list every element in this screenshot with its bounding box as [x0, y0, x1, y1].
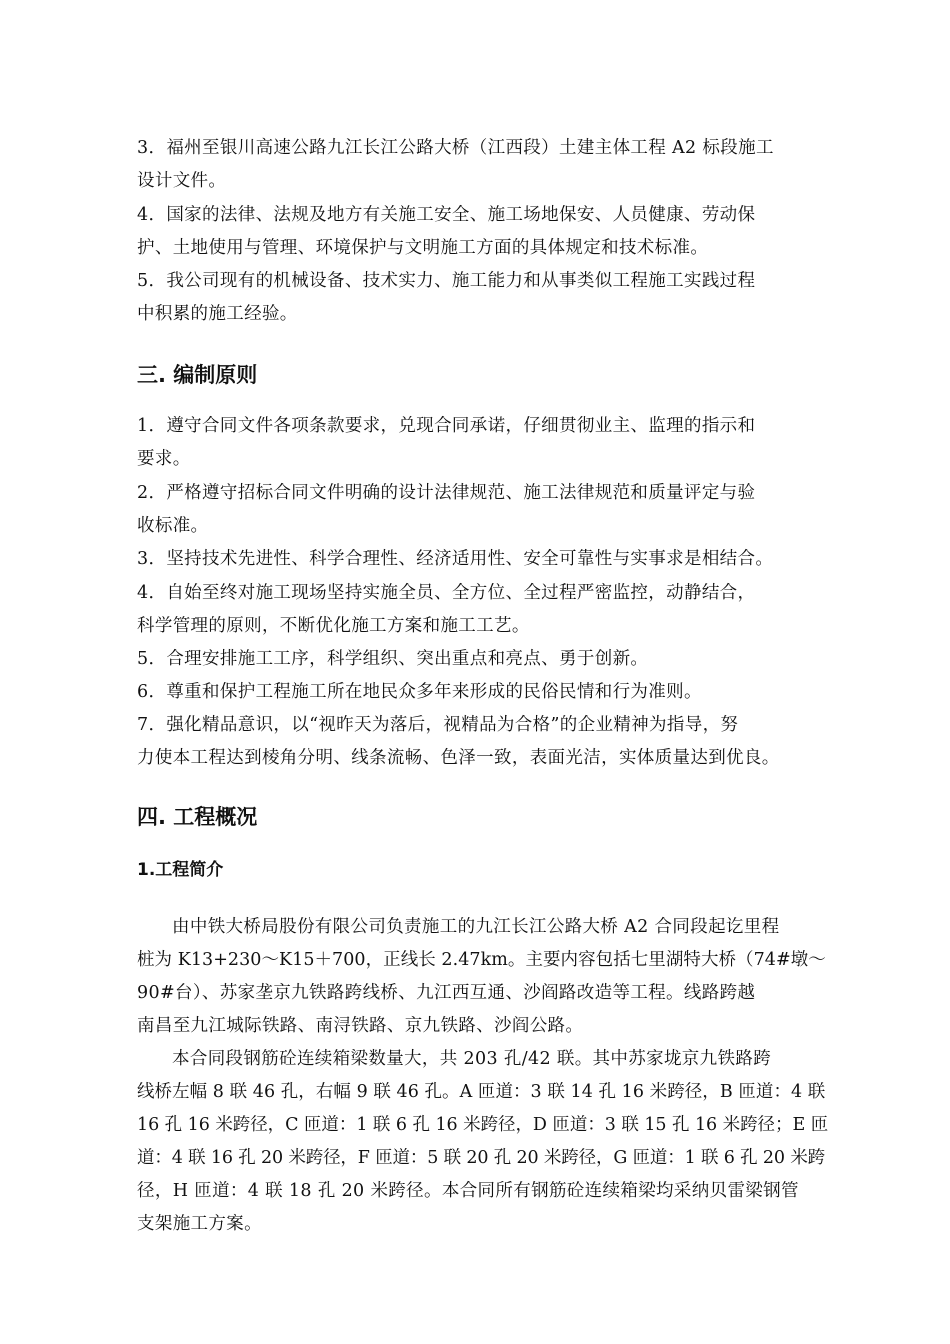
principle-6-line-1: 6．尊重和保护工程施工所在地民众多年来形成的民俗民情和行为准则。: [137, 682, 702, 702]
overview-para-1-line-2: 桩为 K13+230～K15＋700，正线长 2.47km。主要内容包括七里湖特大桥（74#墩～: [137, 950, 826, 970]
overview-para-1-line-3: 90#台）、苏家垄京九铁路跨线桥、九江西互通、沙阎路改造等工程。线路跨越: [137, 983, 756, 1003]
overview-para-1-line-4: 南昌至九江城际铁路、南浔铁路、京九铁路、沙阎公路。: [137, 1016, 584, 1036]
overview-para-2-line-4: 道：4 联 16 孔 20 米跨径，F 匝道：5 联 20 孔 20 米跨径，G 匝道：1 联 6 孔 20 米跨: [137, 1148, 826, 1168]
principle-3-line-1: 3．坚持技术先进性、科学合理性、经济适用性、安全可靠性与实事求是相结合。: [137, 549, 774, 569]
overview-para-1-line-1: 由中铁大桥局股份有限公司负责施工的九江长江公路大桥 A2 合同段起讫里程: [172, 917, 780, 937]
section-3-heading: 三. 编制原则: [137, 363, 258, 387]
overview-para-2-line-6: 支架施工方案。: [137, 1214, 262, 1234]
overview-para-2-line-1: 本合同段钢筋砼连续箱梁数量大，共 203 孔/42 联。其中苏家垅京九铁路跨: [172, 1049, 772, 1069]
principle-2-line-2: 收标准。: [137, 516, 209, 536]
list-item-3-line-2: 设计文件。: [137, 171, 227, 191]
list-item-4-line-1: 4．国家的法律、法规及地方有关施工安全、施工场地保安、人员健康、劳动保: [137, 205, 756, 225]
principle-7-line-1: 7．强化精品意识，以“视昨天为落后，视精品为合格”的企业精神为指导，努: [137, 715, 739, 735]
principle-4-line-2: 科学管理的原则，不断优化施工方案和施工工艺。: [137, 616, 530, 636]
principle-2-line-1: 2．严格遵守招标合同文件明确的设计法律规范、施工法律规范和质量评定与验: [137, 483, 756, 503]
principle-1-line-1: 1．遵守合同文件各项条款要求，兑现合同承诺，仔细贯彻业主、监理的指示和: [137, 416, 756, 436]
list-item-4-line-2: 护、土地使用与管理、环境保护与文明施工方面的具体规定和技术标准。: [137, 238, 709, 258]
list-item-3-line-1: 3．福州至银川高速公路九江长江公路大桥（江西段）土建主体工程 A2 标段施工: [137, 138, 774, 158]
principle-7-line-2: 力使本工程达到棱角分明、线条流畅、色泽一致，表面光洁，实体质量达到优良。: [137, 748, 780, 768]
principle-1-line-2: 要求。: [137, 449, 191, 469]
overview-para-2-line-3: 16 孔 16 米跨径，C 匝道：1 联 6 孔 16 米跨径，D 匝道：3 联 15 孔 16 米跨径；E 匝: [137, 1115, 829, 1135]
principle-4-line-1: 4．自始至终对施工现场坚持实施全员、全方位、全过程严密监控，动静结合，: [137, 583, 756, 603]
list-item-5-line-1: 5．我公司现有的机械设备、技术实力、施工能力和从事类似工程施工实践过程: [137, 271, 756, 291]
list-item-5-line-2: 中积累的施工经验。: [137, 304, 298, 324]
section-4-heading: 四. 工程概况: [137, 805, 258, 829]
overview-para-2-line-2: 线桥左幅 8 联 46 孔，右幅 9 联 46 孔。A 匝道：3 联 14 孔 16 米跨径，B 匝道：4 联: [137, 1082, 826, 1102]
subsection-1-heading: 1.工程简介: [137, 860, 224, 880]
principle-5-line-1: 5．合理安排施工工序，科学组织、突出重点和亮点、勇于创新。: [137, 649, 649, 669]
overview-para-2-line-5: 径，H 匝道：4 联 18 孔 20 米跨径。本合同所有钢筋砼连续箱梁均采纳贝雷梁钢管: [137, 1181, 799, 1201]
